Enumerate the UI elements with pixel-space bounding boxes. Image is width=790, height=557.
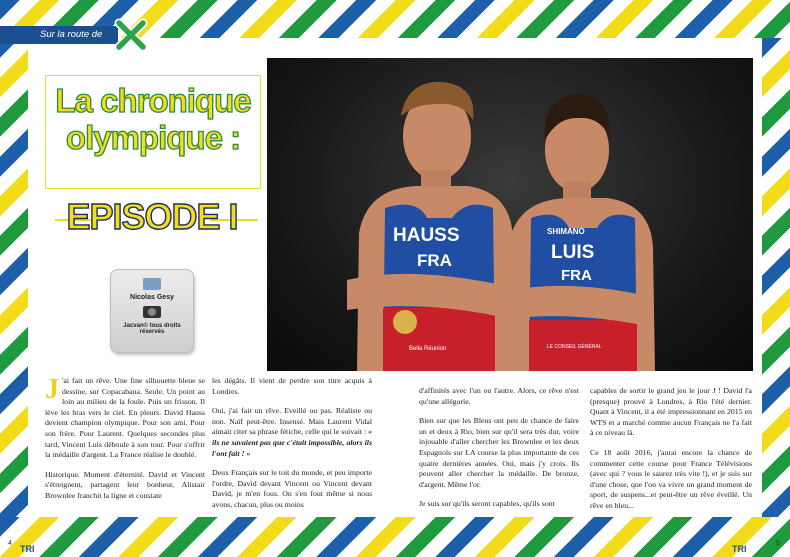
left-jersey-country: FRA [417, 251, 452, 270]
camera-icon [143, 306, 161, 318]
article-column-4 [590, 386, 752, 521]
article-column-1 [45, 376, 205, 511]
col2-quote: « ils ne savaient pas que c'était impossible, alors ils l'ont fait ! » [212, 427, 372, 458]
col2-paragraph-3: Deux Français sur le toit du monde, et peu importe l'ordre, David devant Vincent ou Vincent devant David, je m'en fous. On s'en fout même si nous avons, chacun, plus ou moins [212, 468, 372, 509]
left-jersey-bib: Bella Réunion [409, 346, 447, 352]
author-badge [110, 269, 194, 353]
col2-paragraph-1: les dégâts. Il vient de perdre son titre acquis à Londres. [212, 376, 372, 396]
col1-paragraph-2: Historique. Moment d'éternité. David et Vincent s'étreignent, partagent leur bonheur, Alistair Brownlee franchit la ligne et constate [45, 469, 205, 500]
right-jersey-sponsor: SHIMANO [547, 227, 585, 236]
col3-paragraph-3: Je suis sur qu'ils seront capables, qu'ils sont [419, 499, 555, 509]
right-jersey-name: LUIS [551, 242, 595, 263]
article-column-3 [419, 386, 579, 519]
photo-copyright: Jacvan© tous droits réservés [123, 323, 181, 335]
athletes-illustration [267, 58, 753, 371]
footer-logo-right-text: TRI [732, 544, 747, 554]
footer-logo-left-text: TRI [20, 544, 35, 554]
right-jersey-sponsor2: LE CONSEIL GÉNÉRAL [547, 344, 602, 350]
right-stripe-border [762, 38, 790, 517]
page-number-left: 4 [8, 540, 12, 547]
author-logo-icon [143, 278, 161, 290]
title-line-1: La chronique [55, 82, 251, 119]
title-line-2: olympique : [65, 119, 241, 156]
article-column-2 [212, 376, 372, 520]
episode-heading: EPISODE I [66, 196, 238, 237]
footer-logo-right [732, 539, 766, 554]
section-banner: Sur la route de Rio... [0, 26, 118, 44]
bottom-stripe-border [0, 517, 790, 557]
title-box [45, 75, 261, 189]
page-number-right: 5 [776, 540, 780, 547]
chronicle-title [46, 82, 260, 156]
athletes-photo [267, 58, 753, 371]
green-x-icon [114, 18, 148, 52]
right-jersey-country: FRA [561, 267, 592, 284]
author-name: Nicolas Gesy [130, 294, 174, 301]
left-stripe-border [0, 38, 28, 517]
col4-paragraph-2: Ce 18 août 2016, j'aurai encore la chance de commenter cette course pour France Télévisions (avec qui ? vous le saurez très vite !), et je suis sur d'une chose, que l'on va vivre un grand moment de sport, de suspens...et peut-être un rêve éveillé. Un rêve en bleu... [590, 447, 752, 510]
left-jersey-name: HAUSS [393, 225, 460, 246]
col3-paragraph-2: Bien sur que les Bleus ont peu de chance de faire un et deux à Rio, bien sur qu'il sera très dur, voire injouable d'aller chercher les Brownlee et les deux Espagnols sur LA course la plus importante de ces quatre dernières années. Oui, mais j'y crois. Ils peuvent aller chercher la médaille. De bronze, d'argent. Même l'or. [419, 416, 579, 489]
col1-paragraph-1: 'ai fait un rêve. Une fine silhouette bleue se dessine, sur Copacabana. Seule. Un point au loin au milieu de la foule. Puis un frisson. Il lève les bras vers le ciel. En pleurs. David Hauss devient champion olympique. Pour son ami. Pour son frère. Pour Laurent. Quelques secondes plus tard, Vincent Luis déboule à son tour. Pour s'offrir la médaille d'argent. La France réalise le doublé. [45, 376, 205, 460]
footer-logo-left [20, 539, 54, 554]
drop-cap: J [45, 374, 59, 405]
col4-paragraph-1: capables de sortir le grand jeu le jour J ! David l'a (presque) prouvé à Londres, à Rio l'été dernier. Quant à Vincent, il a été impressionnant en 2015 en WTS et a marché comme aucun Français ne l'a fait à ce niveau là. [590, 386, 752, 438]
col2-paragraph-2: Oui, j'ai fait un rêve. Eveillé ou pas. Réaliste ou non. Naïf peut-être. Insensé. Mais Laurent Vidal aimait citer sa phrase fétiche, celle qui le suivait : [212, 406, 372, 437]
col3-paragraph-1: d'affinités avec l'un ou l'autre. Alors, ce rêve n'est qu'une allégorie. [419, 386, 579, 406]
